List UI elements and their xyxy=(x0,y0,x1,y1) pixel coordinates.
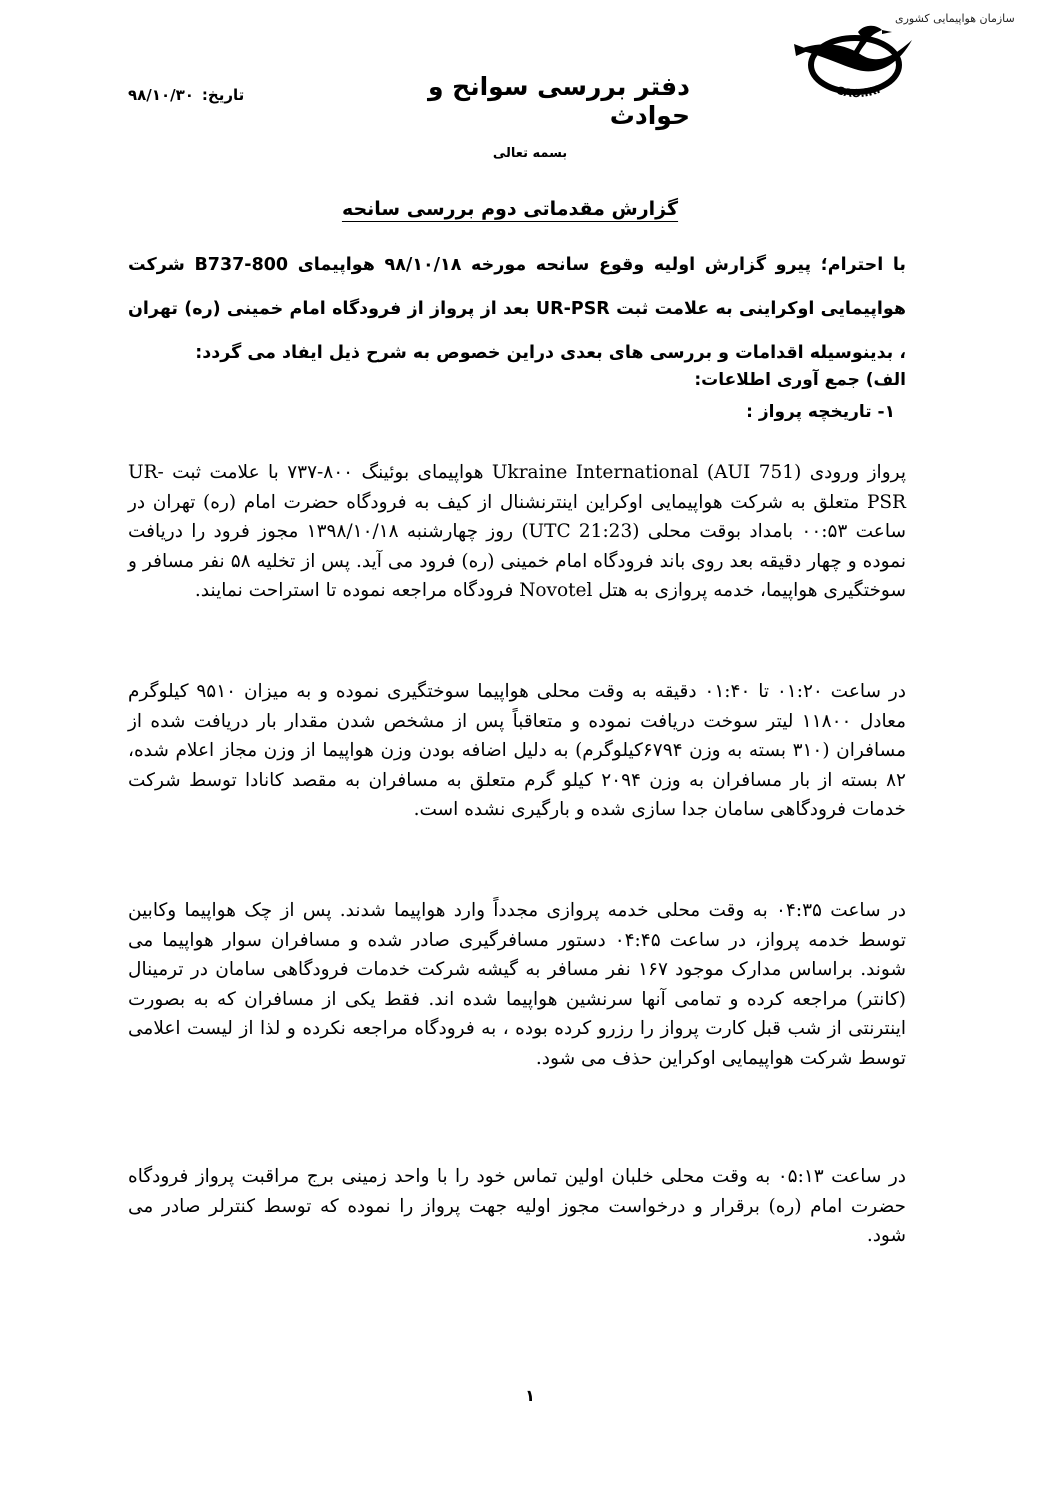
body-paragraph: در ساعت ۰۵:۱۳ به وقت محلی خلبان اولین تماس خود را با واحد زمینی برج مراقبت پرواز فرودگاه حضرت امام (ره) برقرار و درخواست مجوز اولیه جهت پرواز را نموده که توسط کنترلر صادر می شود. xyxy=(128,1166,907,1246)
date-label: تاریخ: xyxy=(201,86,245,104)
body-paragraph: پرواز ورودی Ukraine International (AUI 751) هواپیمای بوئینگ ۸۰۰-۷۳۷ با علامت ثبت UR-PSR متعلق به شرکت هواپیمایی اوکراین اینترنشنال از کیف به فرودگاه حضرت امام (ره) تهران در ساعت ۰۰:۵۳ بامداد بوقت محلی (21:23 UTC) روز چهارشنبه ۱۳۹۸/۱۰/۱۸ مجوز فرود را دریافت نموده و چهار دقیقه بعد روی باند فرودگاه امام خمینی (ره) فرود می آید. پس از تخلیه ۵۸ نفر مسافر و سوختگیری هواپیما، خدمه پروازی به هتل Novotel فرودگاه مراجعه نموده تا استراحت نمایند. xyxy=(128,462,906,601)
logo-arabic-caption: سازمان هواپیمایی کشوری xyxy=(895,12,1015,25)
section-heading-a: الف) جمع آوری اطلاعات: xyxy=(694,370,906,390)
date-value: ۹۸/۱۰/۳۰ xyxy=(128,86,194,104)
section-heading-flight-history: ۱- تاریخچه پرواز : xyxy=(746,402,895,422)
office-title: دفتر بررسی سوانح و حوادث xyxy=(427,72,690,130)
date-block xyxy=(128,86,244,104)
logo-caption: CAO.IRI xyxy=(834,82,882,101)
report-title: گزارش مقدماتی دوم بررسی سانحه xyxy=(341,198,679,220)
bismillah: بسمه تعالی xyxy=(492,146,568,161)
intro-paragraph: با احترام؛ پیرو گزارش اولیه وقوع سانحه مورخه ۹۸/۱۰/۱۸ هواپیمای B737-800 شرکت هواپیمایی اوکراینی به علامت ثبت UR-PSR بعد از پرواز از فرودگاه امام خمینی (ره) تهران ، بدینوسیله اقدامات و بررسی های بعدی دراین خصوص به شرح ذیل ایفاد می گردد: xyxy=(128,255,907,363)
body-paragraph: در ساعت ۰۴:۳۵ به وقت محلی خدمه پروازی مجدداً وارد هواپیما شدند. پس از چک هواپیما وکابین توسط خدمه پرواز، در ساعت ۰۴:۴۵ دستور مسافرگیری صادر شده و مسافران سوار هواپیما می شوند. براساس مدارک موجود ۱۶۷ نفر مسافر به گیشه شرکت خدمات فرودگاهی سامان در ترمینال (کانتر) مراجعه کرده و تمامی آنها سرنشین هواپیما شده اند. فقط یکی از مسافران که به بصورت اینترنتی از شب قبل کارت پرواز را رزرو کرده بوده ، به فرودگاه مراجعه نکرده و لذا از لیست اعلامی توسط شرکت هواپیمایی اوکراین حذف می شود. xyxy=(128,900,907,1069)
svg-text:CAO.IRI xyxy=(835,83,882,100)
body-paragraph: در ساعت ۰۱:۲۰ تا ۰۱:۴۰ دقیقه به وقت محلی هواپیما سوختگیری نموده و به میزان ۹۵۱۰ کیلوگرم معادل ۱۱۸۰۰ لیتر سوخت دریافت نموده و متعاقباً پس از مشخص شدن مقدار بار دریافت شده از مسافران (۳۱۰ بسته به وزن ۶۷۹۴کیلوگرم) به دلیل اضافه بودن وزن هواپیما از وزن مجاز اعلام شده، ۸۲ بسته از بار مسافران به وزن ۲۰۹۴ کیلو گرم متعلق به مسافران به مقصد کانادا توسط شرکت خدمات فرودگاهی سامان جدا سازی شده و بارگیری نشده است. xyxy=(128,681,907,820)
page-number: ۱ xyxy=(525,1386,535,1405)
